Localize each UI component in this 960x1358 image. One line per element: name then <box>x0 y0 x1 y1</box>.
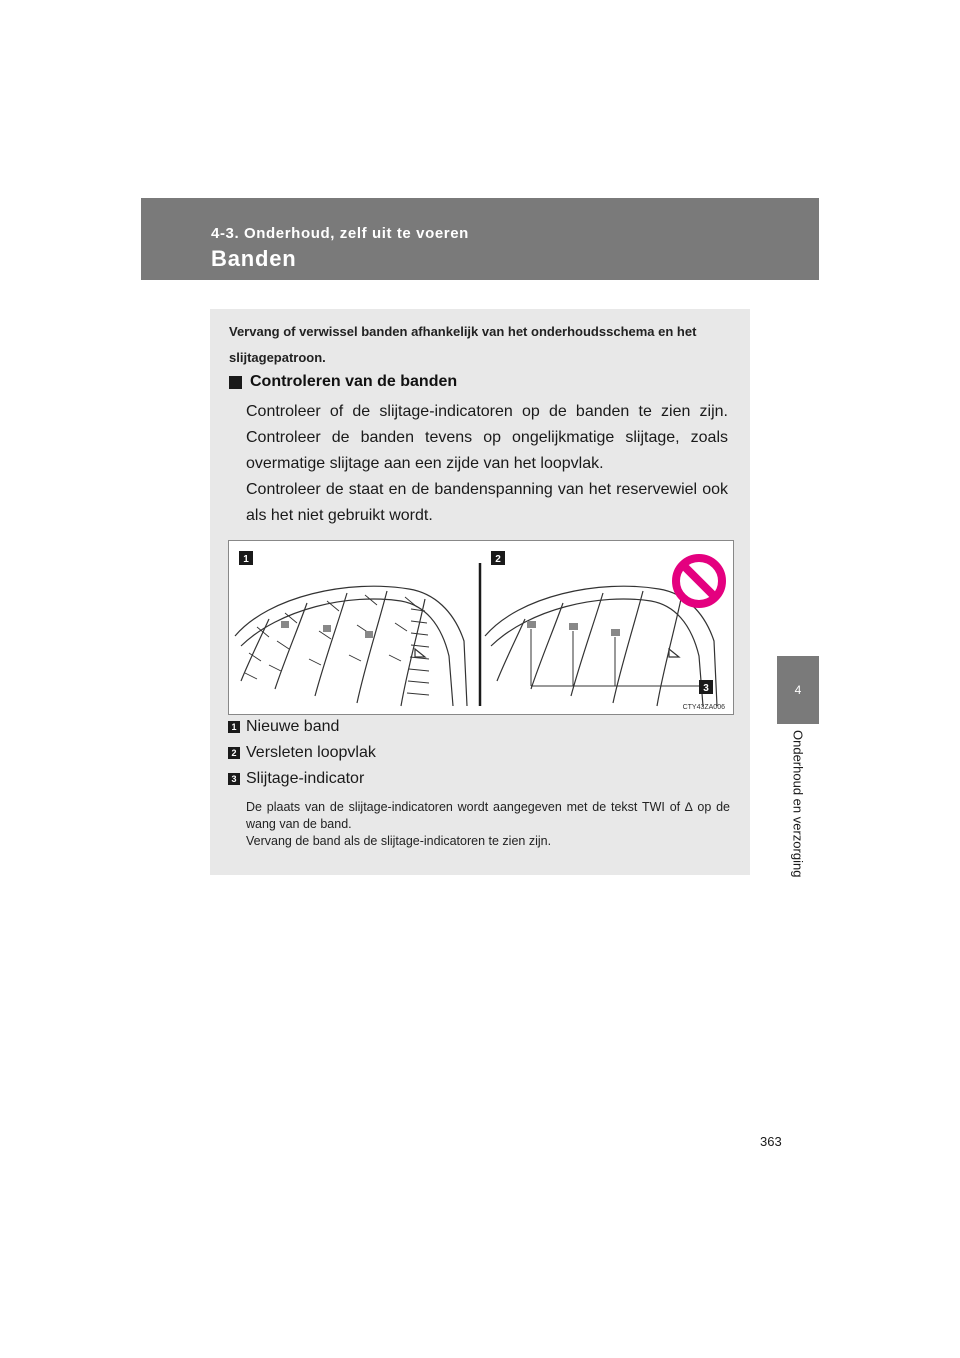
intro-text: Vervang of verwissel banden afhankelijk van het onderhoudsschema en het slijtagepatroon. <box>229 324 697 365</box>
note-line-1: De plaats van de slijtage-indicatoren wordt aangegeven met de tekst TWI of ∆ op de wang van de band. <box>246 800 730 831</box>
badge-3-text: 3 <box>703 683 709 694</box>
no-entry-icon <box>676 558 722 604</box>
legend-item-worn-tread <box>228 744 376 762</box>
tire-wear-figure <box>228 540 734 715</box>
badge-1-text: 1 <box>243 554 249 565</box>
paragraph-check-indicators: Controleer of de slijtage-indicatoren op de banden te zien zijn. Controleer de banden tevens op ongelijkmatige slijtage, zoals overmatige slijtage aan een zijde van het loopvlak. <box>246 403 728 472</box>
figure-code: CTY43ZA006 <box>682 704 725 711</box>
legend-badge-icon: 1 <box>228 721 240 733</box>
worn-tire-drawing <box>485 586 717 706</box>
legend-label: Nieuwe band <box>246 718 340 735</box>
tire-illustration <box>229 541 733 714</box>
chapter-header <box>141 198 819 280</box>
new-tire-drawing <box>235 586 467 706</box>
subheading-label: Controleren van de banden <box>250 373 458 390</box>
chapter-title: Onderhoud en verzorging <box>790 730 806 878</box>
chapter-number: 4 <box>794 683 802 697</box>
section-label: 4-3. Onderhoud, zelf uit te voeren <box>211 225 469 242</box>
legend-item-new-tire <box>228 718 339 736</box>
square-bullet-icon <box>229 376 242 389</box>
chapter-tab[interactable] <box>777 656 819 724</box>
legend-label: Versleten loopvlak <box>246 744 376 761</box>
page-number: 363 <box>760 1134 782 1149</box>
note-line-2: Vervang de band als de slijtage-indicatoren te zien zijn. <box>246 834 552 848</box>
note-text <box>246 799 730 850</box>
page-title: Banden <box>211 246 297 271</box>
legend-badge-icon: 2 <box>228 747 240 759</box>
legend-badge-icon: 3 <box>228 773 240 785</box>
content-box <box>210 309 750 875</box>
legend-label: Slijtage-indicator <box>246 770 365 787</box>
badge-2-text: 2 <box>495 554 501 565</box>
subheading <box>229 373 457 391</box>
paragraph-spare-wheel: Controleer de staat en de bandenspanning van het reservewiel ook als het niet gebruikt wordt. <box>246 481 728 524</box>
legend-item-wear-indicator <box>228 770 364 788</box>
